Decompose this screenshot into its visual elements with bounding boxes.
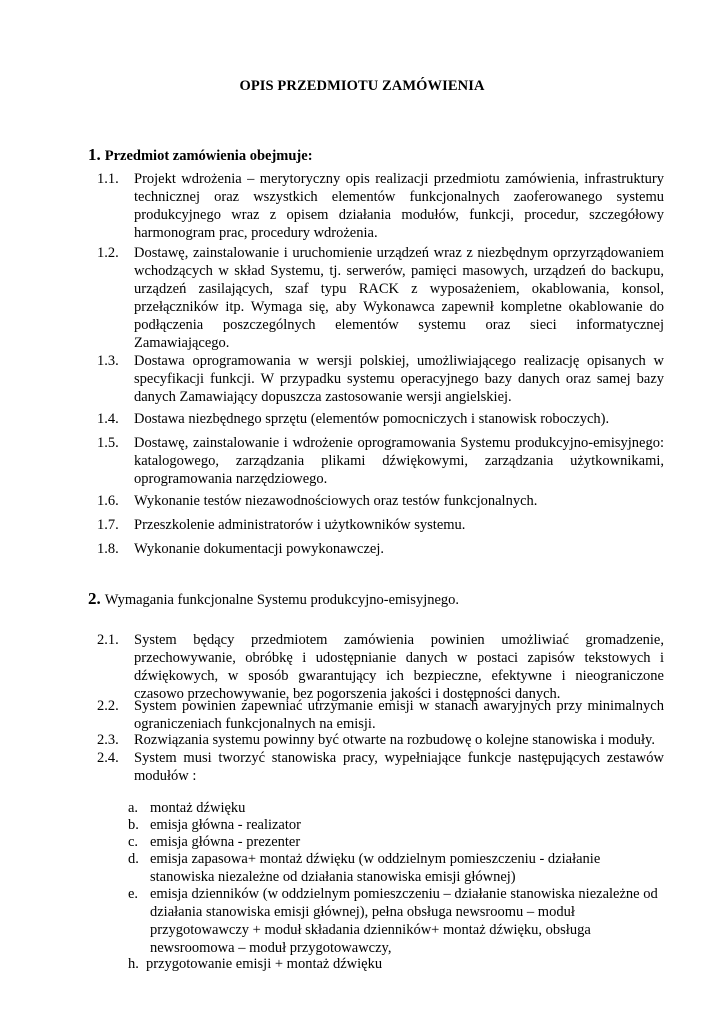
item-number: 1.7. (97, 517, 119, 533)
subitem-text: montaż dźwięku (150, 800, 246, 816)
section-1-heading (88, 145, 313, 165)
subitem-text: przygotowanie emisji + montaż dźwięku (146, 956, 383, 972)
item-text: Projekt wdrożenia – merytoryczny opis realizacji przedmiotu zamówienia, infrastruktury technicznej oraz wszystkich elementów funkcjonalnych zaoferowanego systemu produkcyjnego wraz z opisem działania modułów, funkcji, procedur, szczegółowy harmonogram prac, procedury wdrożenia. (134, 171, 664, 241)
subitem-text: emisja główna - realizator (150, 817, 301, 833)
item-number: 1.3. (97, 353, 119, 369)
item-text: Wykonanie dokumentacji powykonawczej. (134, 541, 384, 557)
item-text: Dostawę, zainstalowanie i wdrożenie oprogramowania Systemu produkcyjno-emisyjnego: katalogowego, zarządzania plikami dźwiękowymi, zarządzania użytkownikami, oprogramowania narzędziowego. (134, 435, 664, 487)
item-text: Wykonanie testów niezawodnościowych oraz testów funkcjonalnych. (134, 493, 538, 509)
item-text: System będący przedmiotem zamówienia powinien umożliwiać gromadzenie, przechowywanie, obróbkę i udostępnianie danych w postaci zapisów tekstowych i dźwiękowych, w sposób gwarantujący ich bezpieczne, efektywne i nieograniczone czasowo przechowywanie, bez pogorszenia jakości i dostępności danych. (134, 632, 664, 702)
item-text: Przeszkolenie administratorów i użytkowników systemu. (134, 517, 466, 533)
item-number: 2.4. (97, 750, 119, 766)
subitem-letter: d. (128, 851, 139, 867)
item-number: 1.6. (97, 493, 119, 509)
subitem-letter: e. (128, 886, 139, 902)
item-text: System musi tworzyć stanowiska pracy, wypełniające funkcje następujących zestawów modułów : (134, 750, 664, 784)
section-1-title: Przedmiot zamówienia obejmuje: (104, 148, 313, 164)
item-number: 2.2. (97, 698, 119, 714)
item-number: 2.1. (97, 632, 119, 648)
item-text: Dostawa niezbędnego sprzętu (elementów pomocniczych i stanowisk roboczych). (134, 411, 610, 427)
item-number: 2.3. (97, 732, 119, 748)
item-number: 1.5. (97, 435, 119, 451)
section-2-number: 2. (88, 589, 101, 608)
document-title: OPIS PRZEDMIOTU ZAMÓWIENIA (239, 78, 485, 94)
item-text: System powinien zapewniać utrzymanie emisji w stanach awaryjnych przy minimalnych ograniczeniach funkcjonalnych na emisji. (134, 698, 664, 732)
subitem-letter: c. (128, 834, 139, 850)
section-2-heading (88, 589, 459, 609)
item-number: 1.8. (97, 541, 119, 557)
subitem-text: emisja zapasowa+ montaż dźwięku (w oddzielnym pomieszczeniu - działanie stanowiska niezależne od działania stanowiska emisji głównej) (150, 851, 601, 885)
subitem-letter: a. (128, 800, 139, 816)
item-text: Dostawę, zainstalowanie i uruchomienie urządzeń wraz z niezbędnym oprzyrządowaniem wchodzących w skład Systemu, tj. serwerów, pamięci masowych, urządzeń do backupu, urządzeń zasilających, szaf typu RACK z wyposażeniem, okablowania, konsol, przełączników itp. Wymaga się, aby Wykonawca zapewnił kompletne okablowanie do podłączenia poszczególnych elementów systemu oraz sieci informatycznej Zamawiającego. (134, 245, 664, 351)
subitem-letter: b. (128, 817, 139, 833)
subitem-text: emisja dzienników (w oddzielnym pomieszczeniu – działanie stanowiska niezależne od działania stanowiska emisji głównej), pełna obsługa newsroomu – moduł przygotowawczy + moduł składania dzienników+ montaż dźwięku, obsługa newsroomowa – moduł przygotowawczy, (150, 886, 658, 956)
section-2-title: Wymagania funkcjonalne Systemu produkcyjno-emisyjnego. (104, 592, 460, 608)
item-text: Dostawa oprogramowania w wersji polskiej, umożliwiającego realizację opisanych w specyfikacji funkcji. W przypadku systemu operacyjnego bazy danych oraz samej bazy danych Zamawiający dopuszcza zastosowanie wersji angielskiej. (134, 353, 664, 405)
item-number: 1.2. (97, 245, 119, 261)
subitem-letter: h. (128, 956, 139, 972)
subitem-text: emisja główna - prezenter (150, 834, 301, 850)
item-number: 1.4. (97, 411, 119, 427)
item-text: Rozwiązania systemu powinny być otwarte na rozbudowę o kolejne stanowiska i moduły. (134, 732, 655, 748)
section-1-number: 1. (88, 145, 101, 164)
item-number: 1.1. (97, 171, 119, 187)
